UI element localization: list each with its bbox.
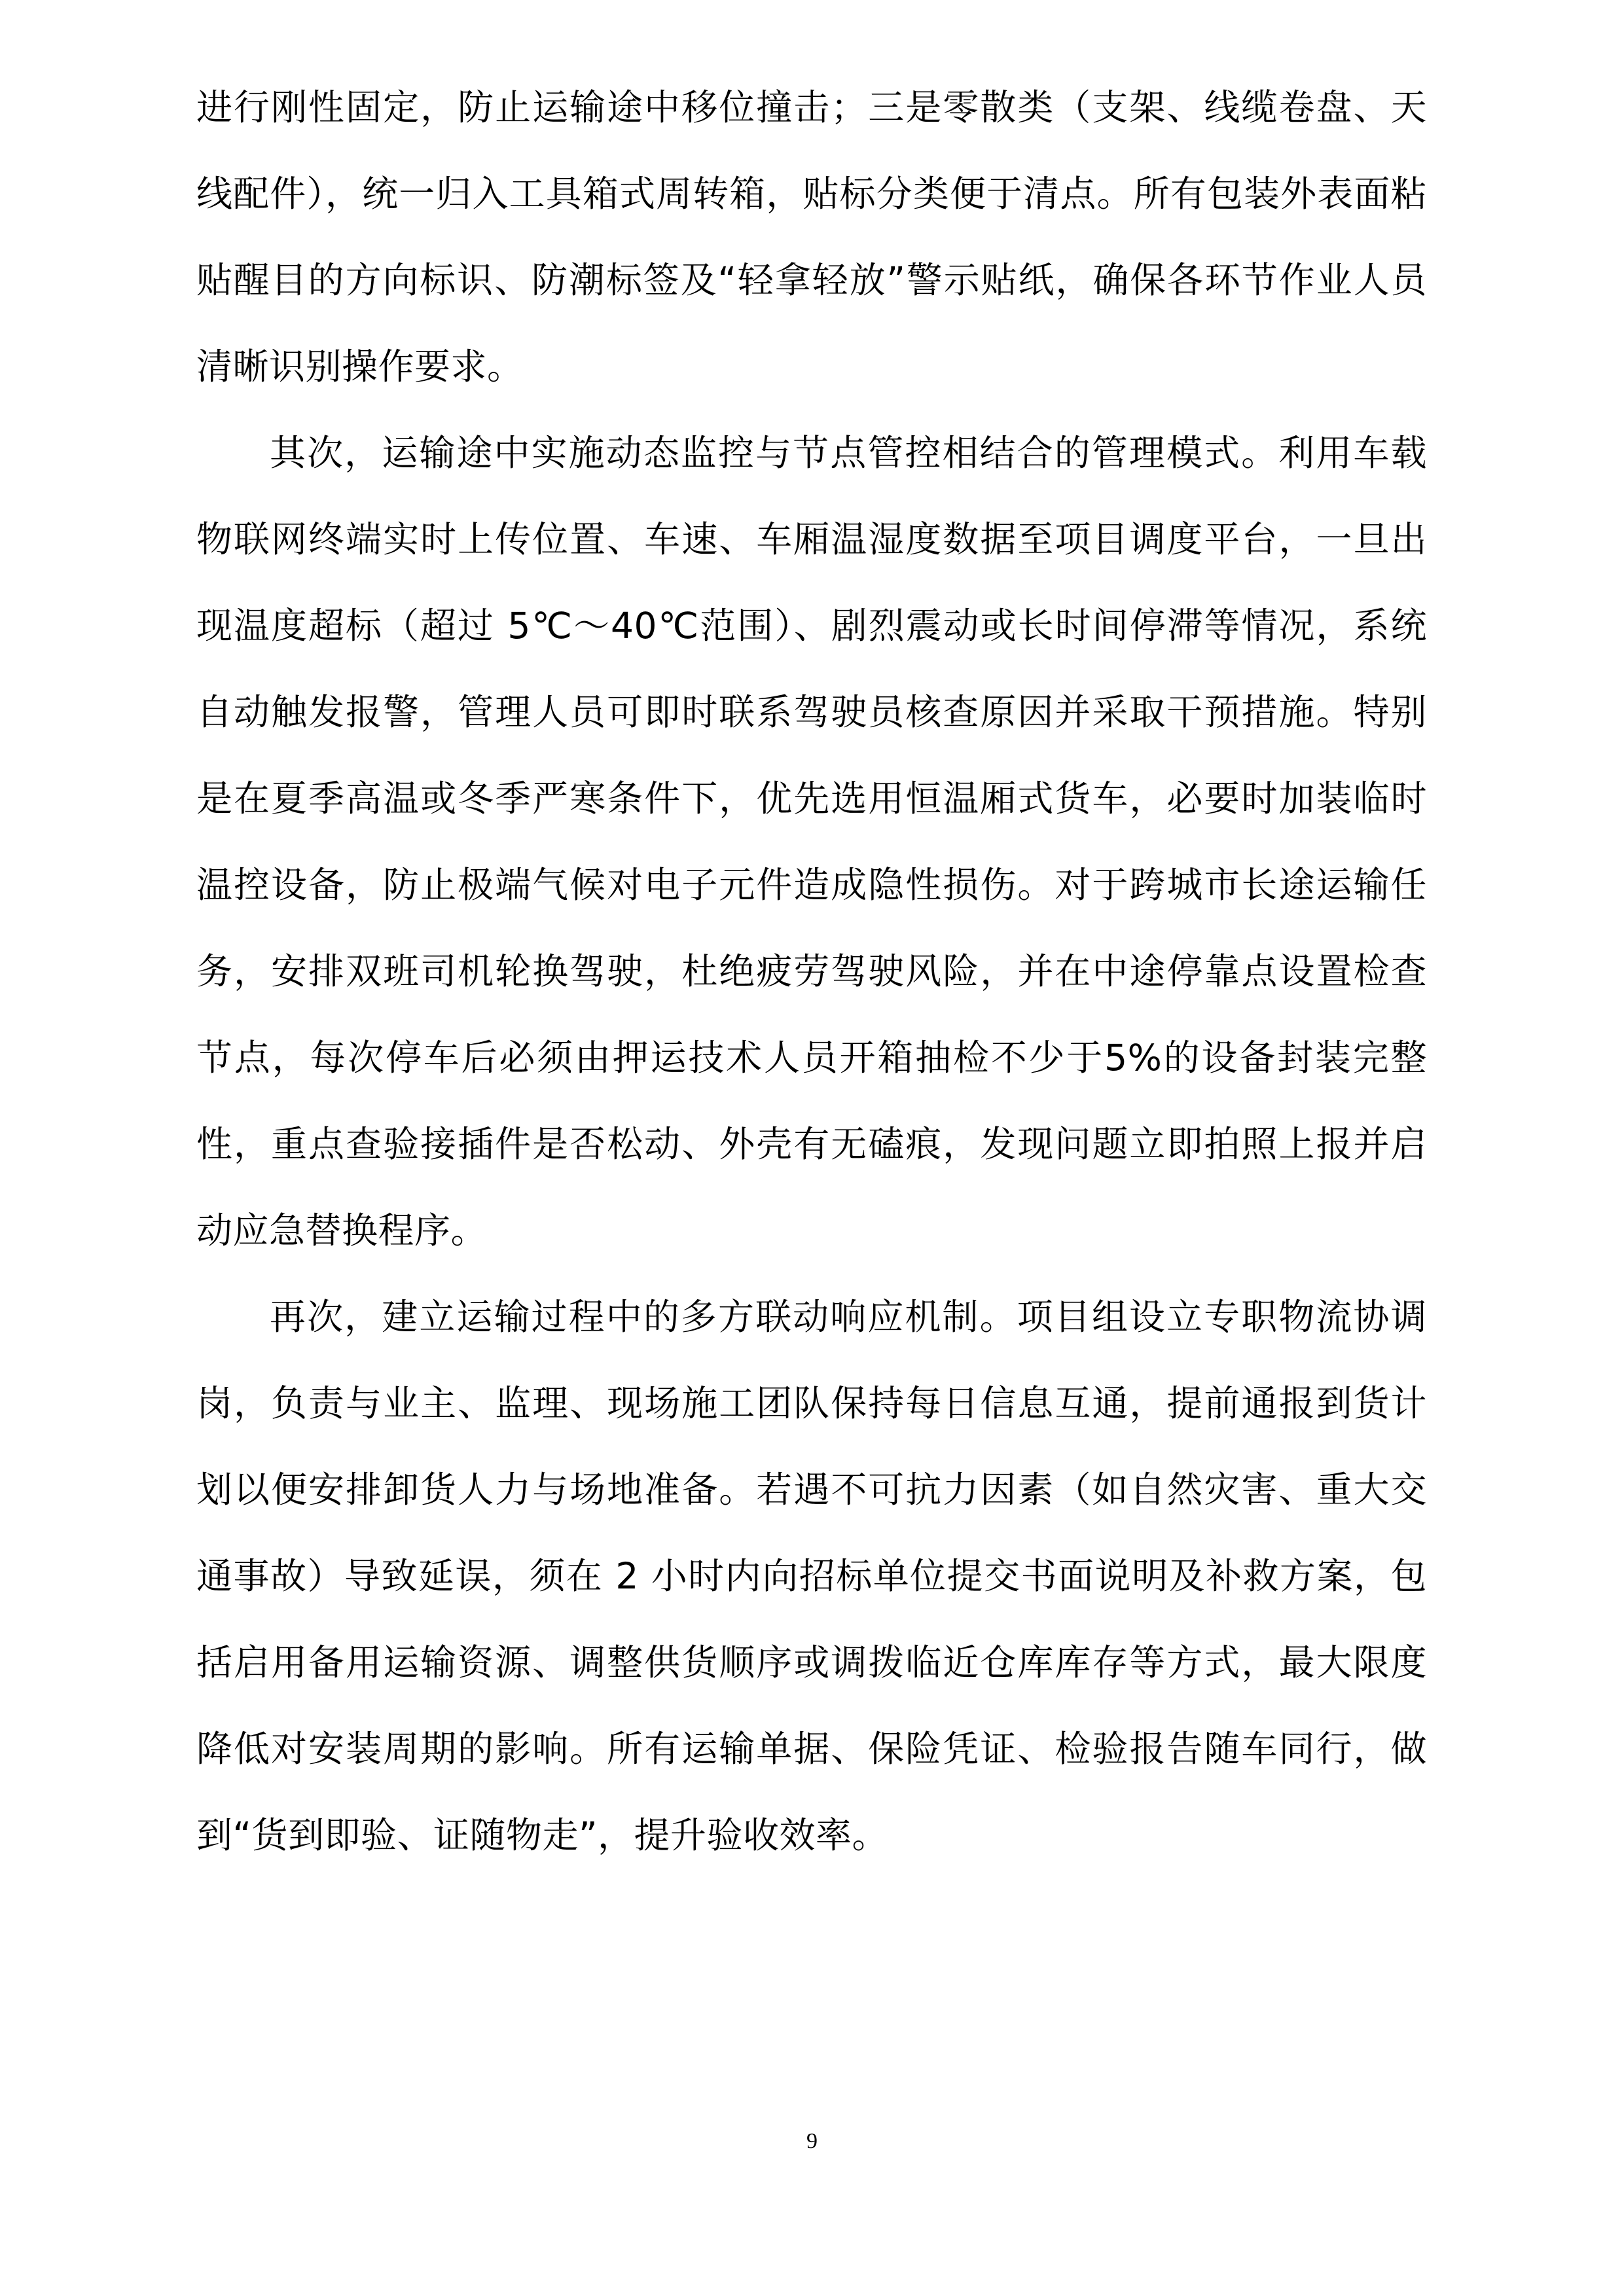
paragraph-3: 再次，建立运输过程中的多方联动响应机制。项目组设立专职物流协调岗，负责与业主、监理、现场施工团队保持每日信息互通，提前通报到货计划以便安排卸货人力与场地准备。若遇不可抗力因素（如自然灾害、重大交通事故）导致延误，须在 2 小时内向招标单位提交书面说明及补救方案，包括启用备用运输资源、调整供货顺序或调拨临近仓库库存等方式，最大限度降低对安装周期的影响。所有运输单据、保险凭证、检验报告随车同行，做到“货到即验、证随物走”，提升验收效率。 bbox=[196, 1296, 1427, 1856]
body-text bbox=[196, 64, 1427, 1878]
paragraph-2: 其次，运输途中实施动态监控与节点管控相结合的管理模式。利用车载物联网终端实时上传位置、车速、车厢温湿度数据至项目调度平台，一旦出现温度超标（超过 5℃～40℃范围）、剧烈震动或长时间停滞等情况，系统自动触发报警，管理人员可即时联系驾驶员核查原因并采取干预措施。特别是在夏季高温或冬季严寒条件下，优先选用恒温厢式货车，必要时加装临时温控设备，防止极端气候对电子元件造成隐性损伤。对于跨城市长途运输任务，安排双班司机轮换驾驶，杜绝疲劳驾驶风险，并在中途停靠点设置检查节点，每次停车后必须由押运技术人员开箱抽检不少于5%的设备封装完整性，重点查验接插件是否松动、外壳有无磕痕，发现问题立即拍照上报并启动应急替换程序。 bbox=[196, 432, 1427, 1251]
paragraph-1: 进行刚性固定，防止运输途中移位撞击；三是零散类（支架、线缆卷盘、天线配件），统一归入工具箱式周转箱，贴标分类便于清点。所有包装外表面粘贴醒目的方向标识、防潮标签及“轻拿轻放”警示贴纸，确保各环节作业人员清晰识别操作要求。 bbox=[196, 86, 1427, 387]
page-number: 9 bbox=[806, 2129, 818, 2153]
